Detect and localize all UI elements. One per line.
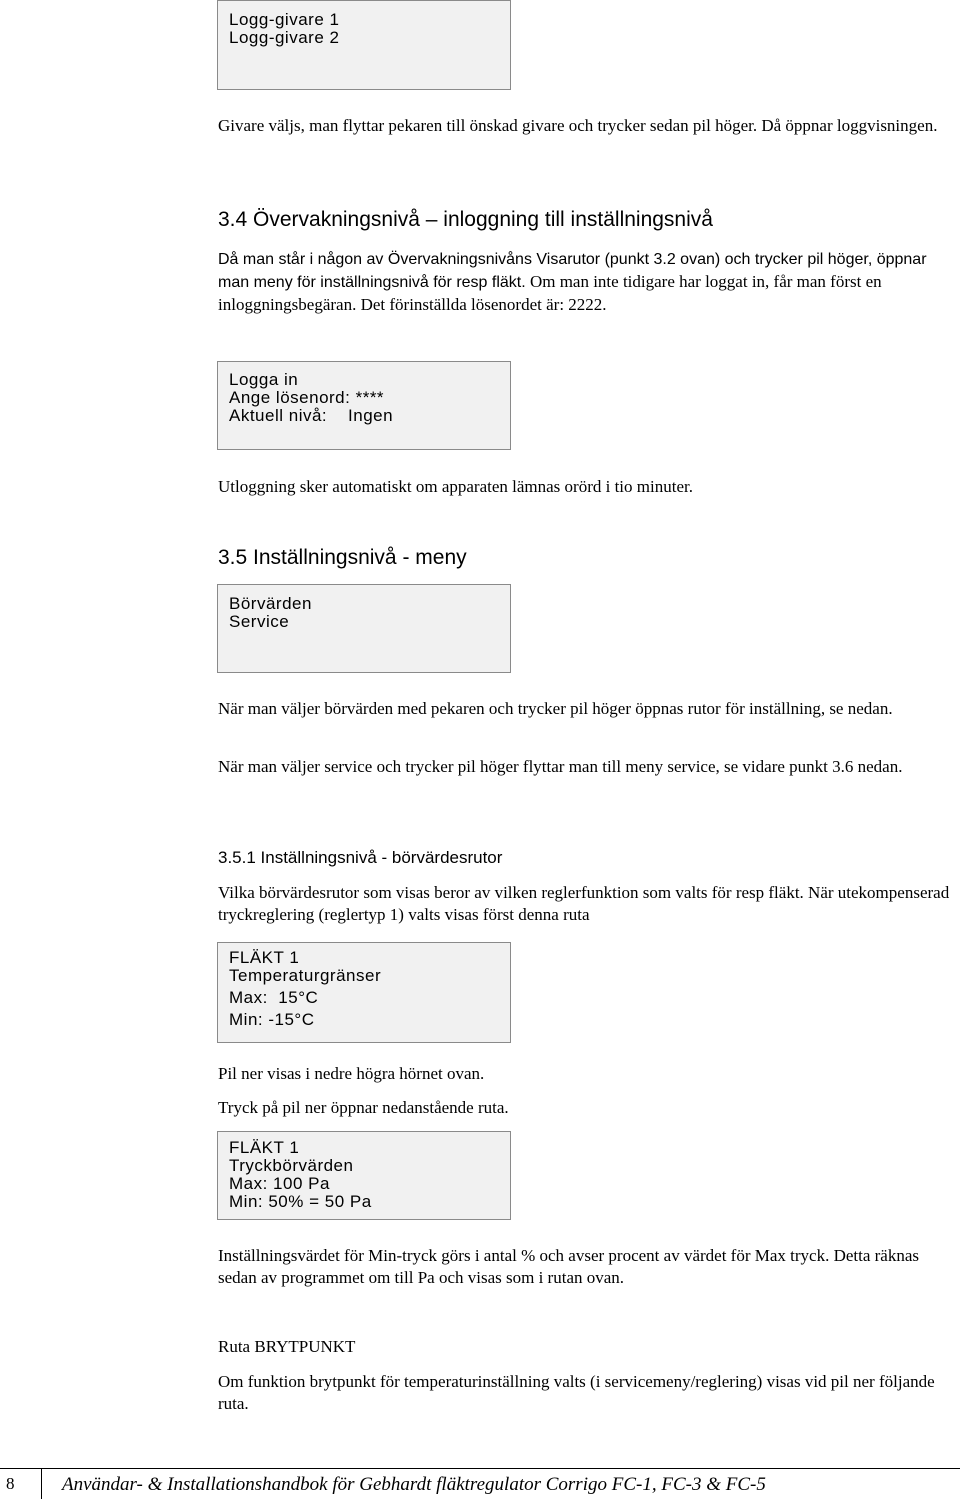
paragraph-borvarden: När man väljer börvärden med pekaren och trycker pil höger öppnas rutor för inställning, se nedan. <box>218 699 893 718</box>
heading-3-4: 3.4 Övervakningsnivå – inloggning till inställningsnivå <box>218 208 713 231</box>
paragraph-login-part2: Om man inte tidigare har loggat in, får man först en inloggningsbegäran. Det förinställda lösenordet är: 2222. <box>218 272 882 314</box>
paragraph-utloggning: Utloggning sker automatiskt om apparaten lämnas orörd i tio minuter. <box>218 477 693 496</box>
page-number: 8 <box>6 1474 15 1493</box>
paragraph-min-tryck: Inställningsvärdet för Min-tryck görs i antal % och avser procent av värdet för Max tryck. Detta räknas sedan av programmet om till Pa och visas som i rutan ovan. <box>218 1246 920 1287</box>
lcd-line: Max: 15°C <box>229 988 319 1007</box>
footer-vertical-divider <box>41 1468 42 1499</box>
lcd-line: Min: -15°C <box>229 1010 315 1029</box>
lcd-line: Logga in <box>229 370 299 389</box>
paragraph-brytpunkt: Om funktion brytpunkt för temperaturinställning valts (i servicemeny/reglering) visas vid pil ner följande ruta. <box>218 1372 935 1413</box>
lcd-line: Min: 50% = 50 Pa <box>229 1192 372 1211</box>
paragraph-borvardesrutor: Vilka börvärdesrutor som visas beror av vilken reglerfunktion som valts för resp fläkt. När utekompenserad tryckreglering (reglertyp 1) valts visas först denna ruta <box>218 883 950 924</box>
lcd-line: Aktuell nivå: Ingen <box>229 406 394 425</box>
paragraph-givare: Givare väljs, man flyttar pekaren till önskad givare och trycker sedan pil höger. Då öppnar loggvisningen. <box>218 116 938 135</box>
lcd-line: Max: 100 Pa <box>229 1174 330 1193</box>
lcd-line: Börvärden <box>229 594 312 613</box>
heading-3-5-1: 3.5.1 Inställningsnivå - börvärdesrutor <box>218 848 503 867</box>
lcd-line: FLÄKT 1 <box>229 948 300 967</box>
lcd-line: Ange lösenord: **** <box>229 388 385 407</box>
paragraph-tryck-pil-ner: Tryck på pil ner öppnar nedanstående ruta. <box>218 1098 509 1117</box>
lcd-line: Tryckbörvärden <box>229 1156 354 1175</box>
heading-3-5: 3.5 Inställningsnivå - meny <box>218 546 467 569</box>
paragraph-ruta-brytpunkt: Ruta BRYTPUNKT <box>218 1337 356 1356</box>
footer-title: Användar- & Installationshandbok för Gebhardt fläktregulator Corrigo FC-1, FC-3 & FC-5 <box>62 1474 766 1495</box>
lcd-line: Logg-givare 1 <box>229 10 340 29</box>
lcd-line: Logg-givare 2 <box>229 28 340 47</box>
lcd-display-tryckborvarden <box>217 1131 511 1220</box>
paragraph-service: När man väljer service och trycker pil höger flyttar man till meny service, se vidare punkt 3.6 nedan. <box>218 757 903 776</box>
lcd-display-login <box>217 361 511 450</box>
lcd-display-menu <box>217 584 511 673</box>
lcd-line: FLÄKT 1 <box>229 1138 300 1157</box>
paragraph-login-part1: Då man står i någon av Övervakningsnivåns Visarutor (punkt 3.2 ovan) och trycker pil höger, öppnar man meny för inställningsnivå för resp fläkt. <box>218 251 927 291</box>
lcd-line: Service <box>229 612 290 631</box>
footer-divider <box>0 1468 960 1469</box>
lcd-display-logg-givare <box>217 0 511 90</box>
lcd-display-temperaturgranser <box>217 942 511 1043</box>
paragraph-pil-ner: Pil ner visas i nedre högra hörnet ovan. <box>218 1064 485 1083</box>
lcd-line: Temperaturgränser <box>229 966 382 985</box>
paragraph-login <box>218 248 960 316</box>
